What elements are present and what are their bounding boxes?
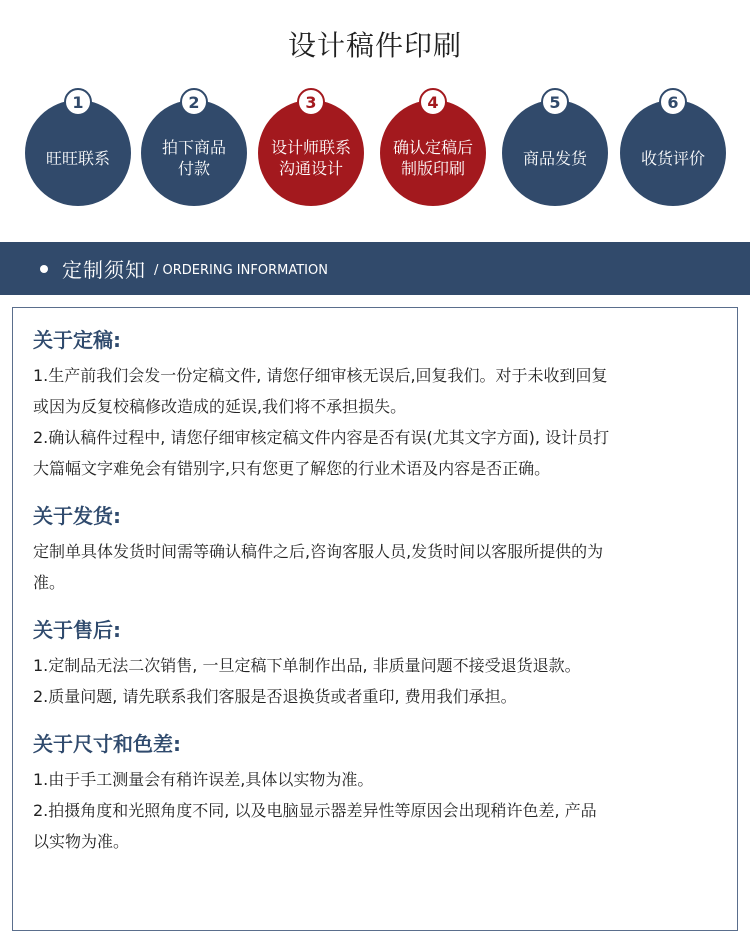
step-4 [380, 88, 486, 208]
step-label: 拍下商品 [161, 138, 226, 157]
step-2 [141, 88, 247, 208]
page-title: 设计稿件印刷 [287, 29, 462, 62]
step-number: 5 [541, 88, 569, 116]
step-label-line2: 制版印刷 [400, 159, 465, 178]
section-finalization [33, 322, 719, 484]
step-label: 旺旺联系 [45, 148, 110, 168]
section-text: 定制单具体发货时间需等确认稿件之后,咨询客服人员,发货时间以客服所提供的为 [33, 542, 604, 561]
section-shipping [33, 498, 719, 598]
banner-title: 定制须知 [62, 258, 146, 282]
step-number: 4 [419, 88, 447, 116]
step-1 [25, 88, 131, 208]
step-number: 6 [659, 88, 687, 116]
step-number: 2 [180, 88, 208, 116]
section-after-sales [33, 612, 719, 712]
step-label-line2: 沟通设计 [278, 159, 343, 178]
section-text: 2.拍摄角度和光照角度不同, 以及电脑显示器差异性等原因会出现稍许色差, 产品 [33, 801, 597, 820]
section-title: 关于售后: [33, 618, 121, 642]
step-label: 确认定稿后 [392, 138, 473, 157]
section-title: 关于发货: [33, 504, 121, 528]
section-text: 大篇幅文字难免会有错别字,只有您更了解您的行业术语及内容是否正确。 [33, 459, 551, 478]
section-text: 1.定制品无法二次销售, 一旦定稿下单制作出品, 非质量问题不接受退货退款。 [33, 656, 581, 675]
step-number: 3 [297, 88, 325, 116]
bullet-icon [40, 265, 48, 273]
step-label: 设计师联系 [270, 138, 351, 157]
section-text: 以实物为准。 [33, 832, 130, 851]
step-label: 收货评价 [640, 148, 705, 168]
banner-subtitle: / ORDERING INFORMATION [154, 263, 328, 278]
step-label: 商品发货 [522, 148, 587, 168]
section-title: 关于定稿: [33, 328, 121, 352]
section-text: 或因为反复校稿修改造成的延误,我们将不承担损失。 [33, 397, 407, 416]
step-6 [620, 88, 726, 208]
step-3 [258, 88, 364, 208]
section-text: 1.由于手工测量会有稍许误差,具体以实物为准。 [33, 770, 374, 789]
section-text: 准。 [33, 573, 66, 592]
step-number: 1 [64, 88, 92, 116]
process-steps [0, 88, 750, 218]
ordering-notice-panel [12, 307, 738, 931]
section-text: 1.生产前我们会发一份定稿文件, 请您仔细审核无误后,回复我们。对于未收到回复 [33, 366, 608, 385]
ordering-info-banner [0, 242, 750, 295]
section-title: 关于尺寸和色差: [33, 732, 181, 756]
step-label-line2: 付款 [177, 159, 210, 178]
step-5 [502, 88, 608, 208]
section-text: 2.质量问题, 请先联系我们客服是否退换货或者重印, 费用我们承担。 [33, 687, 517, 706]
section-size-color [33, 726, 719, 857]
section-text: 2.确认稿件过程中, 请您仔细审核定稿文件内容是否有误(尤其文字方面), 设计员打 [33, 428, 610, 447]
